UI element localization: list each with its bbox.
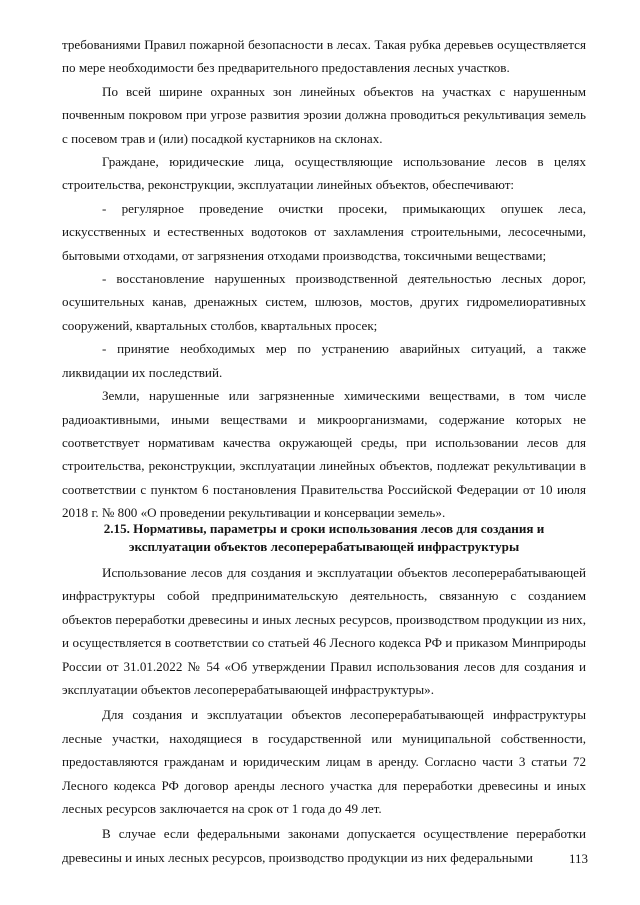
section-heading: 2.15. Нормативы, параметры и сроки использования лесов для создания и эксплуатации объектов лесоперерабатывающей инфраструктуры: [103, 521, 545, 554]
paragraph: Граждане, юридические лица, осуществляющие использование лесов в целях строительства, реконструкции, эксплуатации линейных объектов, обеспечивают:: [62, 154, 586, 193]
list-item: - восстановление нарушенных производственной деятельностью лесных дорог, осушительных канав, дренажных систем, шлюзов, мостов, других гидромелиоративных сооружений, квартальных столбов, квартальных просек;: [62, 271, 586, 333]
page-number: 113: [568, 851, 588, 866]
body-text-bottom: [62, 561, 586, 869]
paragraph: По всей ширине охранных зон линейных объектов на участках с нарушенным почвенным покровом при угрозе развития эрозии должна проводиться рекультивация земель с посевом трав и (или) посадкой кустарников на склонах.: [62, 83, 586, 146]
list-item: - регулярное проведение очистки просеки, примыкающих опушек леса, искусственных и естественных водотоков от захламления строительными, лесосечными, бытовыми отходами, от загрязнения отходами производства, токсичными веществами;: [62, 200, 586, 263]
list-item: - принятие необходимых мер по устранению аварийных ситуаций, а также ликвидации их последствий.: [62, 341, 586, 380]
body-text-top: [62, 33, 586, 525]
paragraph: В случае если федеральными законами допускается осуществление переработки древесины и иных лесных ресурсов, производство продукции из них федеральными: [62, 826, 586, 865]
paragraph: требованиями Правил пожарной безопасности в лесах. Такая рубка деревьев осуществляется по мере необходимости без предварительного предоставления лесных участков.: [62, 37, 586, 76]
paragraph: Земли, нарушенные или загрязненные химическими веществами, в том числе радиоактивными, иными веществами и микроорганизмами, содержание которых не соответствует нормативам качества окружающей среды, при использовании лесов для строительства, реконструкции, эксплуатации линейных объектов, подлежат рекультивации в соответствии с пунктом 6 постановления Правительства Российской Федерации от 10 июля 2018 г. № 800 «О проведении рекультивации и консервации земель».: [62, 388, 586, 521]
paragraph: Использование лесов для создания и эксплуатации объектов лесоперерабатывающей инфраструктуры собой предпринимательскую деятельность, связанную с созданием объектов переработки древесины и иных лесных ресурсов, производством продукции из них, и осуществляется в соответствии со статьей 46 Лесного кодекса РФ и приказом Минприроды России от 31.01.2022 № 54 «Об утверждении Правил использования лесов для создания и эксплуатации объектов лесоперерабатывающей инфраструктуры».: [62, 565, 586, 698]
paragraph: Для создания и эксплуатации объектов лесоперерабатывающей инфраструктуры лесные участки, находящиеся в государственной или муниципальной собственности, предоставляются гражданам и юридическим лицам в аренду. Согласно части 3 статьи 72 Лесного кодекса РФ договор аренды лесного участка для переработки древесины и иных лесных ресурсов заключается на срок от 1 года до 49 лет.: [62, 707, 586, 817]
